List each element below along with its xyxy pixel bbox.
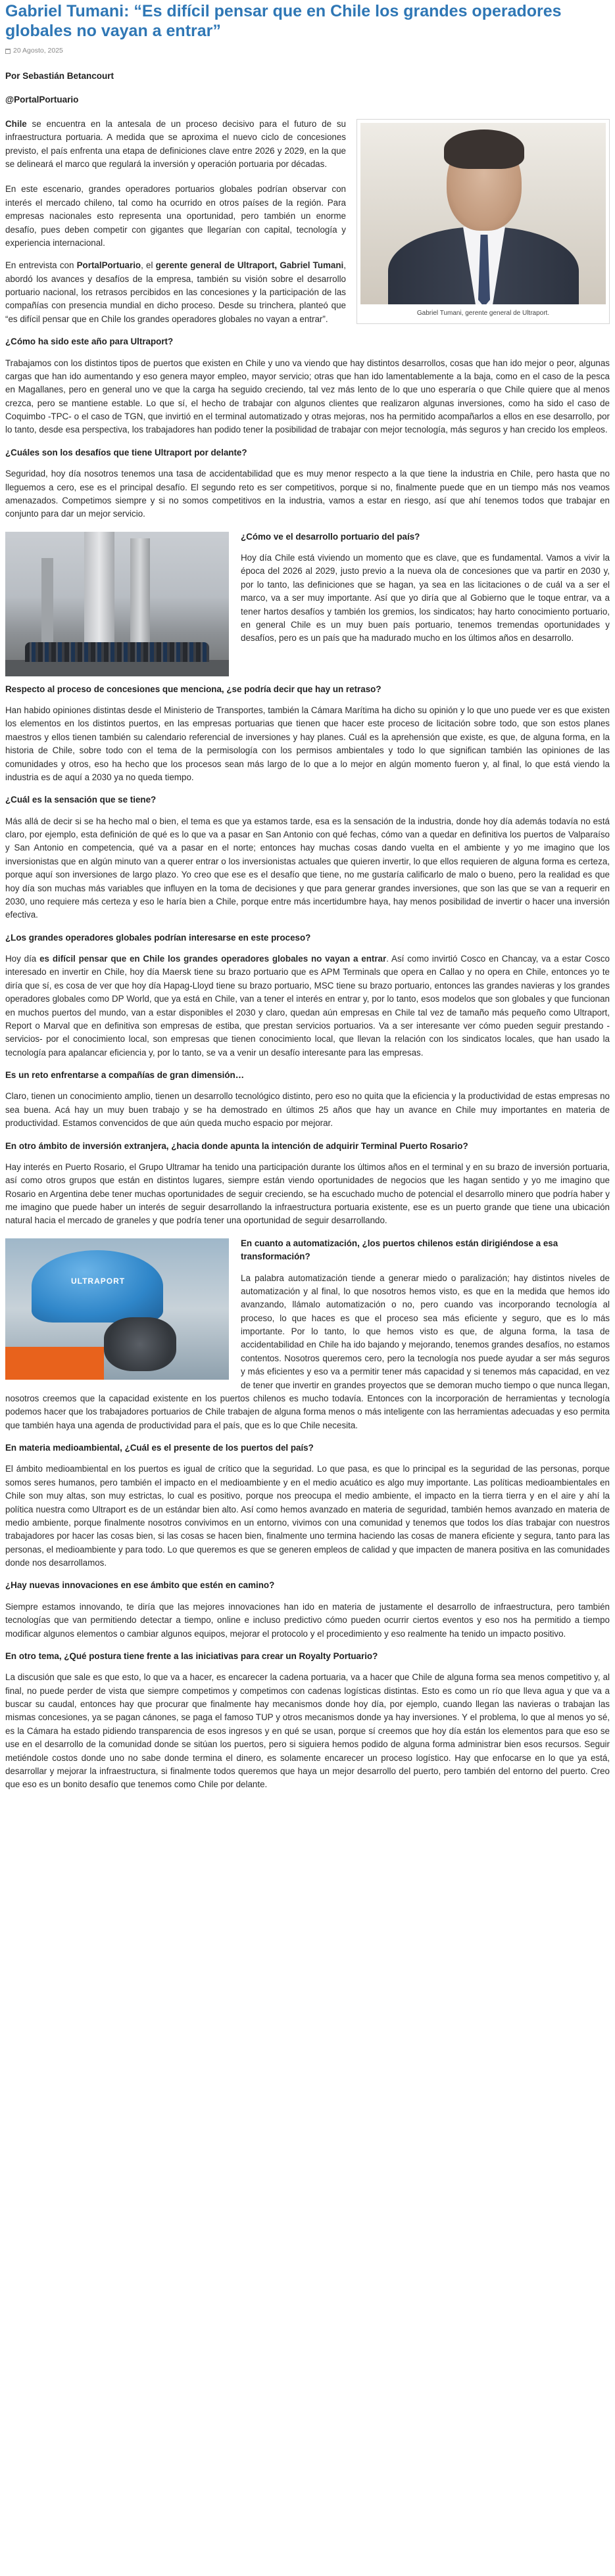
- date-text: 20 Agosto, 2025: [13, 47, 63, 55]
- question-12: En otro tema, ¿Qué postura tiene frente a las iniciativas para crear un Royalty Portuario?: [5, 1651, 378, 1661]
- calendar-icon: [5, 49, 11, 54]
- portrait-photo: [360, 123, 606, 304]
- article-title: Gabriel Tumani: “Es difícil pensar que en Chile los grandes operadores globales no vayan a entrar”: [5, 2, 562, 40]
- question-6: ¿Los grandes operadores globales podrían interesarse en este proceso?: [5, 932, 311, 943]
- answer-5: Más allá de decir si se ha hecho mal o bien, el tema es que ya estamos tarde, esa es la sensación de la industria, donde hoy día además todavía no está claro, por ejemplo, esta definición de qué es lo que va a pasar en San Antonio con qué fechas, cómo van a quedar en definitiva los puertos de Valparaíso y San Antonio en competencia, qué va a pasar en el norte; entonces hay muchas cosas dando vuelta en el ambiente y yo me imagino que los inversionistas que en algún minuto van a querer entrar o los inversionistas actuales que quieren invertir, lo que ellos requieren de alguna forma es certeza, porque aquí son inversiones de largo plazo. Yo creo que ese es el desafío que tiene, no me gustaría calificarlo de malo o bueno, pero la realidad es que hoy día son muchas más variables que influyen en la toma de decisiones y que para generar grandes inversiones, que son las que se van a requerir en 2030, uno requiere más certeza y eso le haría bien a Chile, porque entre más incertidumbre haya, hay menos posibilidad de invertir o hacer una inversión efectiva.: [5, 816, 610, 920]
- question-3: ¿Cómo ve el desarrollo portuario del país?: [241, 531, 420, 542]
- paragraph-2: En este escenario, grandes operadores portuarios globales podrían observar con interés el mercado chileno, tal como ha ocurrido en otros países de la región. Para empresas nacionales esto representa una oportunidad, pero también un enorme desafío, pues deben competir con gigantes que llegarían con capital, tecnología y experiencia internacional.: [5, 184, 346, 248]
- helmet-logo: ULTRAPORT: [71, 1276, 126, 1286]
- answer-10: El ámbito medioambiental en los puertos es igual de crítico que la seguridad. Lo que pasa, es que lo principal es la seguridad de las personas, porque somos seres humanos, pero también el impacto en el medioambiente y en el medio acuático es algo muy importante. Las políticas medioambientales en Chile son muy altas, son muy estrictas, lo cual es positivo, porque nos preocupa el medio ambiente, el impacto en la tierra tierra y en el aire y ahí la política nuestra como Ultraport es de un estándar bien alto. Así como hemos avanzado en materia de seguridad, también hemos avanzado en materia de medio ambiente, porque finalmente nosotros convivimos en un entorno, vivimos con una comunidad y tenemos que todos los días trabajar con nuestros trabajadores por hacer las cosas bien, si las cosas se hacen bien, finalmente uno termina haciendo las cosas de manera eficiente y segura, tanto para las personas, el medioambiente y para todo. Lo que queremos es que se generen empleos de calidad y que impacten de manera positiva en las comunidades donde nos desarrollamos.: [5, 1464, 610, 1568]
- answer-3: Hoy día Chile está viviendo un momento que es clave, que es fundamental. Vamos a vivir la época del 2026 al 2029, justo previo a la nueva ola de concesiones que va partir en 2030 y, por lo tanto, las definiciones que se hagan, ya sea en las licitaciones o de cuál va a ser el marco, va a ser muy importante. Así que yo diría que al Gobierno que le toque entrar, va a tener hartos desafíos y también los gremios, los sindicatos; hay harto conocimiento portuario, en general Chile es un muy buen país portuario, tenemos tremendas oportunidades y desafíos, pero es un país que ha madurado mucho en los últimos años en desarrollo.: [241, 553, 610, 644]
- question-10: En materia medioambiental, ¿Cuál es el presente de los puertos del país?: [5, 1443, 314, 1453]
- answer-9: La palabra automatización tiende a generar miedo o paralización; hay distintos niveles de automatización y al final, lo que nosotros hemos visto, es que en la medida que hemos ido avanzando, llámalo automatización o no, pero cuando vas incorporando tecnología al proceso, lo que haces es que el proceso sea más eficiente y seguro, que es lo más importante. Por lo tanto, lo que hemos visto es que, de alguna forma, la tasa de accidentabilidad en Chile ha ido bajando y mejorando, tenemos grandes desafíos, no estamos contentos. Nosotros queremos cero, pero la tecnología nos puede ayudar a ser más seguros y más eficientes y eso va a permitir tener más capacidad y si tenemos más capacidad, en vez de tener que invertir en grandes proyectos que se demoran mucho tiempo o que nunca llegan, nosotros creemos que la capacidad existente en los puertos chilenos es mucho todavía. Entonces con la incorporación de herramientas y tecnología podemos hacer que los trabajadores portuarios de Chile trabajen de alguna forma menos o más inteligente con las herramientas adecuadas y eso permita que también haya una agenda de productividad para el país, que es lo que Chile necesita.: [5, 1273, 610, 1430]
- answer-1: Trabajamos con los distintos tipos de puertos que existen en Chile y uno va viendo que hay distintos desarrollos, cosas que han ido mejor o peor, algunas cargas que han ido aumentando y eso genera mayor empleo, mayor servicio; otras que han ido lamentablemente a la baja, como en el caso de la pesca en Magallanes, pero en general uno ve que la carga ha seguido creciendo, tal vez más lento de lo que uno esperaría o que Chile quiere que al menos crezca, pero se mantiene estable. Lo que sí, el hecho de trabajar con algunos clientes que realizaron algunas inversiones, como ha sido el caso de Coquimbo -TPC- o el caso de TGN, que invirtió en el terminal automatizado y otras mejoras, nos ha permitido acompañarlos a ellos en ese desarrollo, por lo tanto, desde esa perspectiva, los trabajadores han podido tener la posibilidad de trabajar con mejor tecnología, más seguros y han crecido los empleos.: [5, 358, 610, 435]
- portalportuario-link[interactable]: PortalPortuario: [76, 260, 141, 271]
- question-4: Respecto al proceso de concesiones que menciona, ¿se podría decir que hay un retraso?: [5, 684, 381, 694]
- answer-7: Claro, tienen un conocimiento amplio, tienen un desarrollo tecnológico distinto, pero eso no quita que la eficiencia y la productividad de estas empresas no sea buena. Acá hay un muy buen trabajo y se ha demostrado en últimos 25 años que hay un avance en Chile muy importantes en materia de productividad. Estamos convencidos de que aún queda mucho espacio por mejorar.: [5, 1091, 610, 1129]
- answer-11: Siempre estamos innovando, te diría que las mejores innovaciones han ido en materia de justamente el desarrollo de infraestructura, pero también tecnologías que van permitiendo detectar a tiempo, online e incluso predictivo cómo pueden ocurrir ciertos eventos y eso nos ha permitido a tiempo modificar algunos elementos o cambiar algunos equipos, mejorar el protocolo y el procedimiento y eso realmente ha tenido un impacto positivo.: [5, 1601, 610, 1639]
- question-9: En cuanto a automatización, ¿los puertos chilenos están dirigiéndose a esa transformación?: [241, 1238, 558, 1262]
- question-7: Es un reto enfrentarse a compañías de gran dimensión…: [5, 1070, 245, 1081]
- answer-2: Seguridad, hoy día nosotros tenemos una tasa de accidentabilidad que es muy menor respecto a la que tiene la industria en Chile, pero hasta que no lleguemos a cero, ese es el principal desafío. El segundo reto es ser competitivos, porque si no, finalmente puede que en un tiempo más nos veamos amenazados. Competimos siempre y si no somos competitivos en la industria, vamos a estar en riesgo, así que ahí tenemos todos que trabajar en conjunto para dar un mejor servicio.: [5, 469, 610, 519]
- crane-photo: [5, 532, 229, 676]
- answer-8: Hay interés en Puerto Rosario, el Grupo Ultramar ha tenido una participación durante los últimos años en el terminal y en su brazo de inversión portuaria, así como otros grupos que están en distintos lugares, siempre están viendo oportunidades de negocios que les hagan sentido y yo me imagino que Rosario en Argentina debe tener muchas oportunidades de seguir creciendo, se ha escuchado mucho de potencial el desarrollo minero que podría haber y me imagino que puede haber un interés de seguir desarrollando la infraestructura portuaria existente, ese es un puerto grande que tiene una ubicación natural hacia el mercado de graneles y que podría tener una oportunidad de seguir desarrollando.: [5, 1161, 610, 1226]
- question-1: ¿Cómo ha sido este año para Ultraport?: [5, 337, 174, 347]
- answer-12: La discusión que sale es que esto, lo que va a hacer, es encarecer la cadena portuaria, va a hacer que Chile de alguna forma sea menos competitivo y, al final, no puede perder de vista que siempre competimos y competimos con cadenas logísticas distintas. Esto es como un río que lleva agua y que va a buscar su caudal, entonces hay que procurar que finalmente hay mecanismos donde hoy día, por ejemplo, cuando llegan las navieras o trabajan las mismas concesiones, ya se pagan cánones, se paga el famoso TUP y otros mecanismos donde ya hay inversiones. Y el problema, lo que al menos yo sé, es la Cámara ha estado pidiendo transparencia de esos ingresos y en qué se usan, porque sí creemos que hoy día están los elementos para que eso se use en el desarrollo de la comunidad donde se sitúan los puertos, pero si siguiera hemos podido de alguna forma administrar bien esos recursos. Seguir metiéndole costos donde uno no sabe donde termina el dinero, es solamente encarecer un proceso logístico. Hay que enfocarse en lo que ya está, desarrollar y mejorar la infraestructura, si finalmente todos queremos que haya un mejor desarrollo del puerto, pero también del entorno del puerto. Creo que eso es un bonito desafío que tenemos como Chile por delante.: [5, 1672, 610, 1790]
- author-byline: Por Sebastián Betancourt: [5, 70, 114, 81]
- question-11: ¿Hay nuevas innovaciones en ese ámbito que estén en camino?: [5, 1580, 275, 1591]
- intro-paragraph: Chile se encuentra en la antesala de un proceso decisivo para el futuro de su infraestructura portuaria. A medida que se aproxima el nuevo ciclo de concesiones previsto, el país enfrenta una etapa de definiciones clave entre 2026 y 2029, en la que se delineará el marco que regulará la inversión y operación portuaria por décadas.: [5, 118, 346, 170]
- article-date: [5, 46, 610, 57]
- worker-photo: [5, 1238, 229, 1380]
- question-8: En otro ámbito de inversión extranjera, ¿hacia donde apunta la intención de adquirir Terminal Puerto Rosario?: [5, 1140, 468, 1151]
- answer-6: Hoy día es difícil pensar que en Chile los grandes operadores globales no vayan a entrar. Así como invirtió Cosco en Chancay, va a estar Cosco interesado en invertir en Chile, hoy día Maersk tiene su brazo portuario que es APM Terminals que opera en Callao y no opera en Chile, entonces yo te diría que sí, es cosa de ver que hoy día Hapag-Lloyd tiene su brazo portuario, MSC tiene su brazo portuario, entonces las grandes navieras y los grandes operadores globales como DP World, que ya está en Chile, van a tener el interés en entrar y, por lo tanto, esos modelos que son globales y que funcionan en muchos puertos del mundo, van a estar disponibles el 2030 y claro, quedan aún empresas en Chile tal vez de tamaño más pequeño como Ultraport, Report o Marval que en definitiva son empresas de estiba, que prestan servicios portuarios. Va a ser interesante ver cómo pueden seguir prestando -servicios- por el conocimiento local, son empresas que tienen conocimiento local, que llevan la relación con los sindicatos locales, que han usado la tecnología para apalancar eficiencia y, por lo tanto, se va a venir un desafío interesante para las empresas.: [5, 954, 610, 1058]
- worker-figure: [5, 1238, 229, 1380]
- portrait-figure: [357, 119, 610, 324]
- article: [0, 1, 615, 1809]
- question-5: ¿Cuál es la sensación que se tiene?: [5, 795, 157, 805]
- answer-4: Han habido opiniones distintas desde el Ministerio de Transportes, también la Cámara Marítima ha dicho su opinión y lo que uno puede ver es que existen los elementos en los distintos puertos, en las empresas portuarias que tienen que hacer este proceso de licitación sobre todo, que son estos planes maestros y ellos tienen también su calendario referencial de inversiones y hay planes. Cuál es la aprehensión que existe, es que, de alguna forma, en la historia de Chile, sobre todo con el tema de la permisología con los permisos ambientales y todo lo que significan también las opiniones de las comunidades y otros, eso ha hecho que los procesos sean más largo de lo que a lo mejor en algún momento fueron y, al final, lo que está viendo la industria es de aquí a 2030 ya no queda tiempo.: [5, 705, 610, 782]
- question-2: ¿Cuáles son los desafíos que tiene Ultraport por delante?: [5, 447, 247, 457]
- crane-figure: [5, 532, 229, 676]
- source-handle[interactable]: @PortalPortuario: [5, 95, 79, 105]
- paragraph-3: En entrevista con PortalPortuario, el gerente general de Ultraport, Gabriel Tumani, abordó los avances y desafíos de la empresa, también su visión sobre el desarrollo portuario nacional, los retrasos percibidos en las concesiones y la participación de las compañías con presencia mundial en dicho proceso. Desde su trinchera, planteó que “es difícil pensar que en Chile los grandes operadores globales no vayan a entrar”.: [5, 260, 347, 324]
- portrait-caption: Gabriel Tumani, gerente general de Ultraport.: [416, 309, 550, 317]
